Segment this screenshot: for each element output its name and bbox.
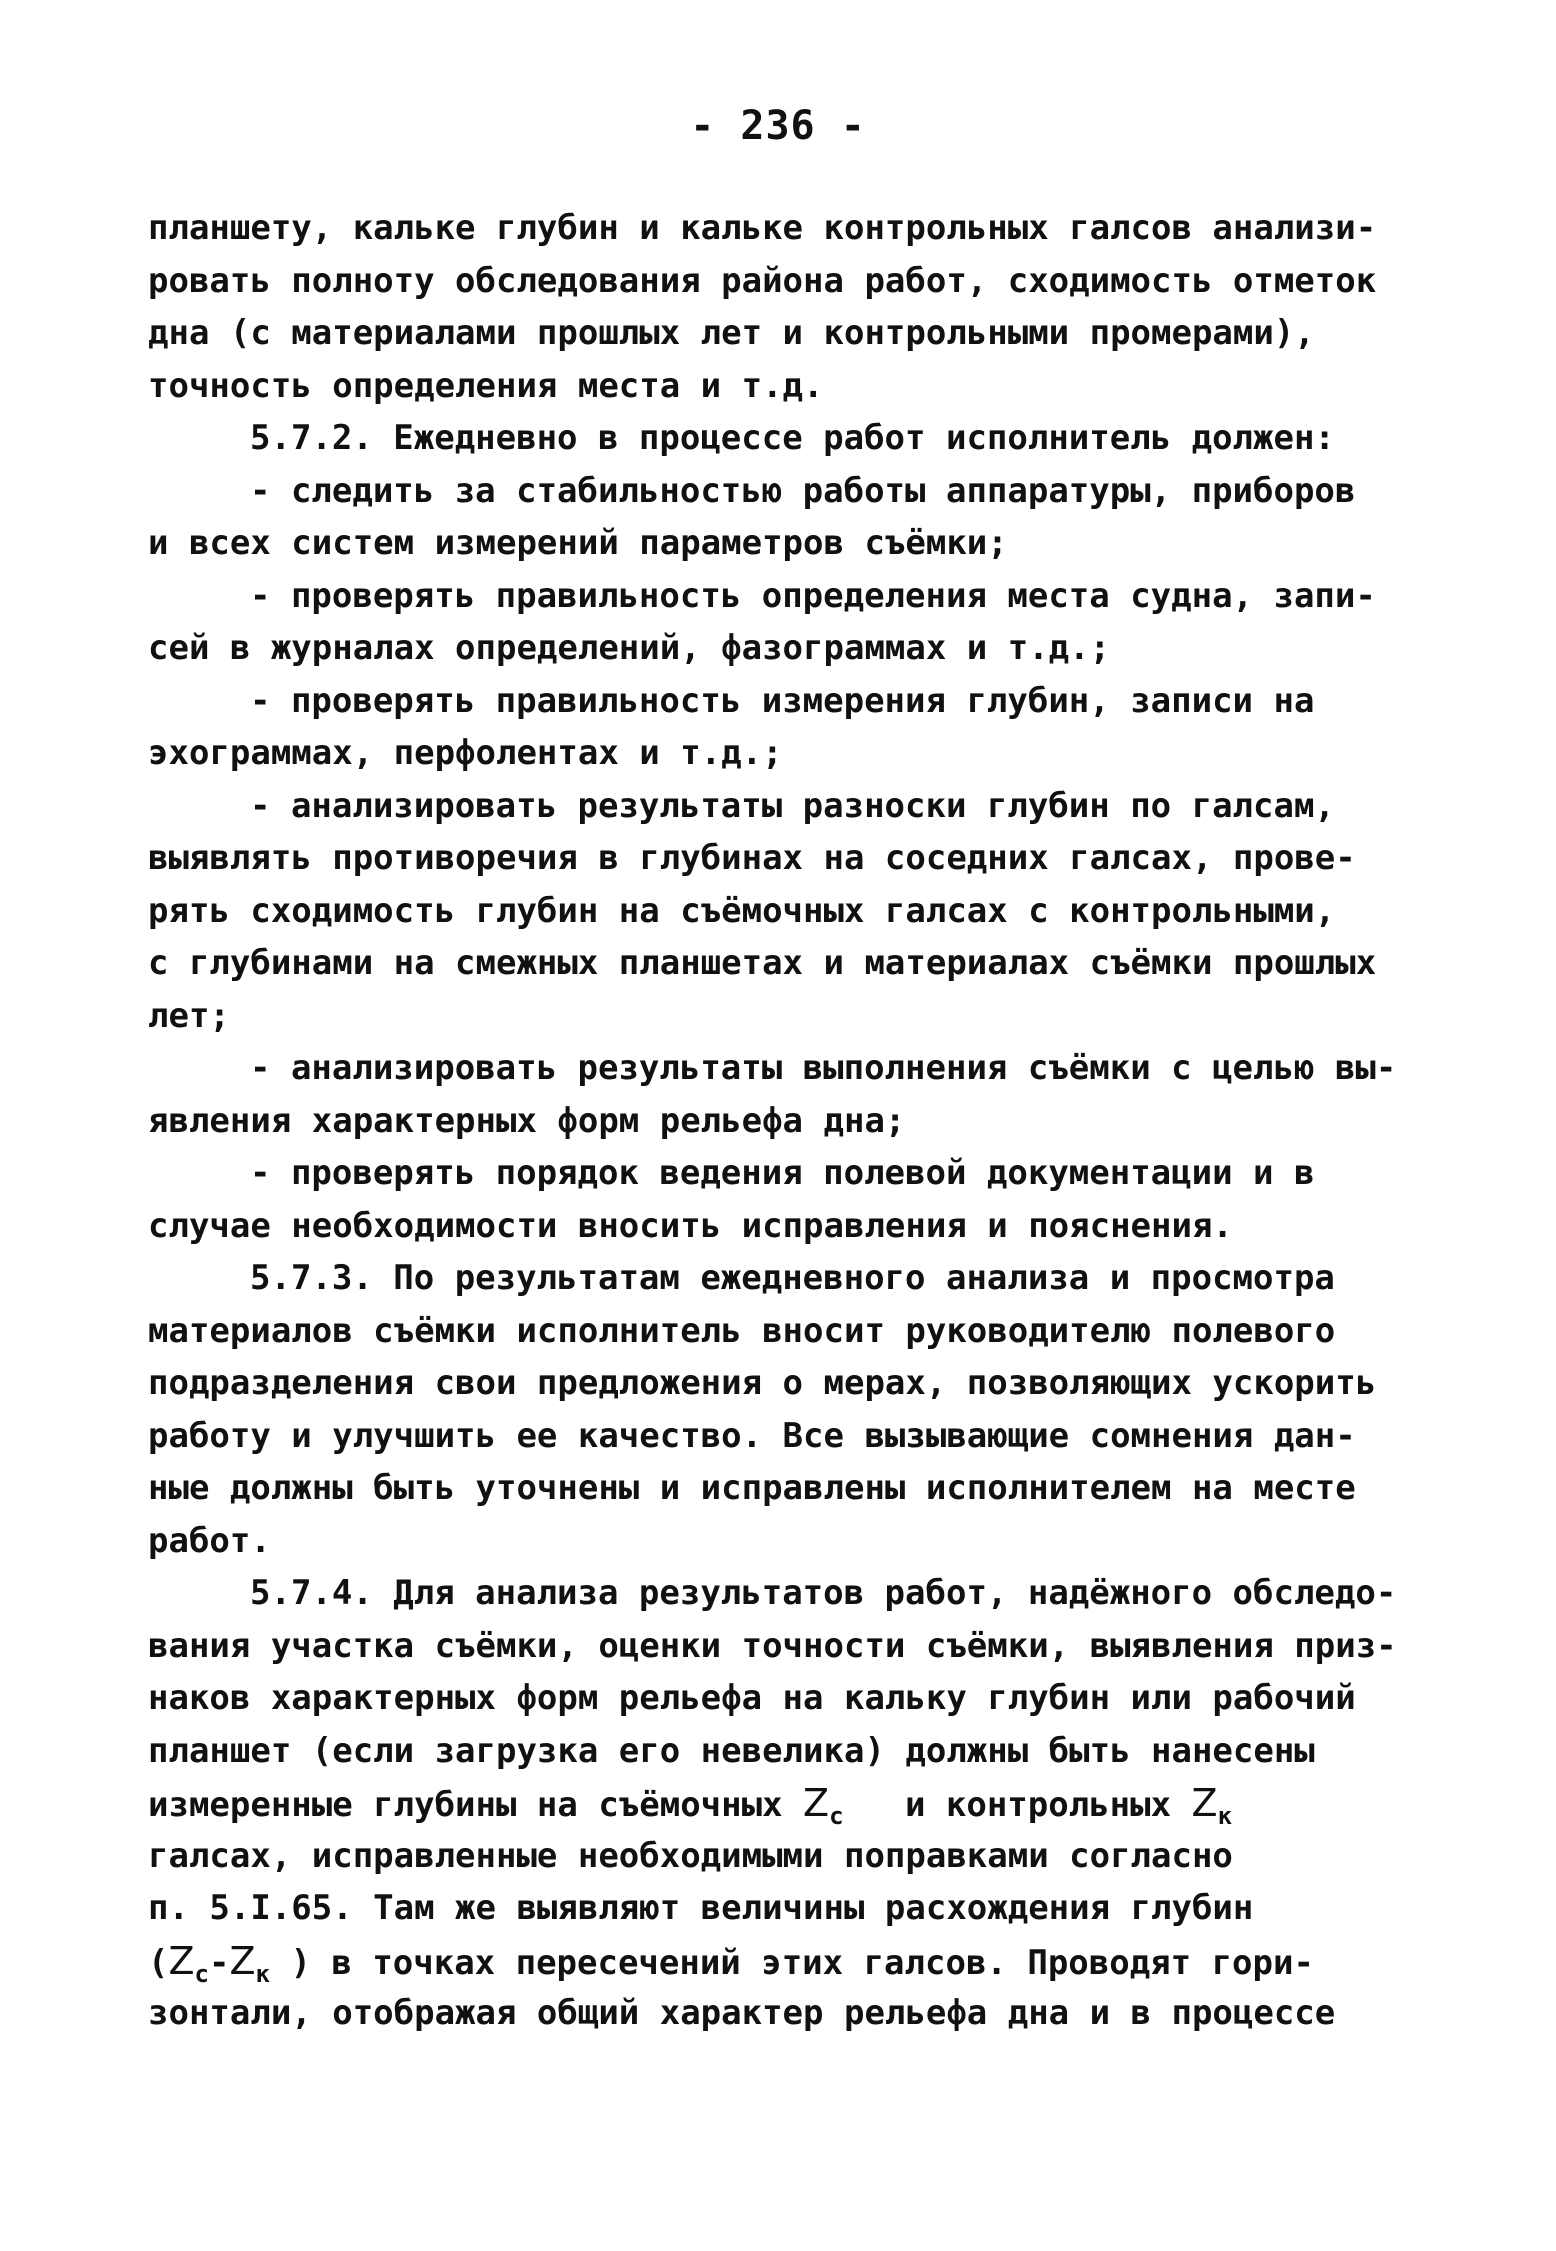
text-line: ные должны быть уточнены и исправлены исполнителем на месте	[148, 1468, 1356, 1508]
open-paren: (	[148, 1942, 169, 1983]
text-line: галсах, исправленные необходимыми поправками согласно	[148, 1835, 1233, 1876]
text-line: точность определения места и т.д.	[148, 365, 824, 406]
text-line: случае необходимости вносить исправления и пояснения.	[148, 1205, 1233, 1246]
text-line: планшет (если загрузка его невелика) должны быть нанесены	[148, 1730, 1315, 1771]
text-line: ровать полноту обследования района работ, сходимость отметок	[148, 260, 1377, 301]
text-line: - анализировать результаты разноски глубин по галсам,	[250, 785, 1335, 826]
formula-line-depths	[148, 1777, 1418, 1830]
text-line: - проверять правильность определения места судна, запи-	[250, 575, 1376, 616]
text-line: наков характерных форм рельефа на кальку глубин или рабочий	[148, 1678, 1356, 1718]
text-line: - следить за стабильностью работы аппаратуры, приборов	[250, 470, 1356, 511]
text-line: явления характерных форм рельефа дна;	[148, 1100, 906, 1141]
text-line: п. 5.I.65. Там же выявляют величины расхождения глубин	[148, 1888, 1254, 1928]
symbol-z: Z	[229, 1938, 256, 1983]
text-run: ) в точках пересечений этих галсов. Проводят гори-	[269, 1942, 1314, 1983]
paragraph-lines-tail	[148, 1830, 1418, 1935]
symbol-z: Z	[803, 1781, 830, 1825]
text-line: сей в журналах определений, фазограммах и т.д.;	[148, 628, 1111, 668]
subscript-k: к	[1217, 1802, 1233, 1830]
text-run: измеренные глубины на съёмочных	[148, 1785, 804, 1825]
text-line: - анализировать результаты выполнения съёмки с целью вы-	[250, 1048, 1397, 1088]
text-line: 5.7.2. Ежедневно в процессе работ исполнитель должен:	[250, 418, 1335, 458]
text-line: с глубинами на смежных планшетах и материалах съёмки прошлых	[148, 943, 1377, 983]
symbol-z: Z	[168, 1938, 195, 1983]
subscript-c: с	[194, 1959, 209, 1988]
text-line: зонтали, отображая общий характер рельефа дна и в процессе	[148, 1993, 1336, 2033]
text-line: 5.7.3. По результатам ежедневного анализа и просмотра	[250, 1258, 1335, 1298]
paragraph-lines	[148, 202, 1418, 1777]
text-line: - проверять порядок ведения полевой документации и в	[250, 1153, 1315, 1193]
text-line: дна (с материалами прошлых лет и контрольными промерами),	[148, 313, 1315, 353]
page-number: - 236 -	[690, 103, 866, 149]
minus-sign: -	[208, 1942, 230, 1983]
text-line: и всех систем измерений параметров съёмки;	[148, 523, 1008, 563]
text-line: планшету, кальке глубин и кальке контрольных галсов анализи-	[148, 208, 1377, 248]
formula-line-difference	[148, 1935, 1418, 1988]
document-body	[148, 202, 1418, 2040]
text-line: рять сходимость глубин на съёмочных галсах с контрольными,	[148, 890, 1336, 931]
text-line: лет;	[148, 995, 230, 1036]
text-line: выявлять противоречия в глубинах на соседних галсах, прове-	[148, 838, 1356, 878]
text-line: подразделения свои предложения о мерах, позволяющих ускорить	[148, 1363, 1377, 1403]
text-line: работу и улучшить ее качество. Все вызывающие сомнения дан-	[148, 1415, 1356, 1456]
subscript-c: с	[829, 1802, 844, 1830]
text-line: работ.	[148, 1520, 271, 1561]
text-line: - проверять правильность измерения глубин, записи на	[250, 680, 1315, 721]
text-line: вания участка съёмки, оценки точности съёмки, выявления приз-	[148, 1625, 1397, 1666]
text-line: эхограммах, перфолентах и т.д.;	[148, 733, 783, 773]
text-line: 5.7.4. Для анализа результатов работ, надёжного обследо-	[250, 1573, 1397, 1613]
symbol-z: Z	[1191, 1781, 1218, 1825]
text-run: и контрольных	[843, 1785, 1192, 1825]
text-line: материалов съёмки исполнитель вносит руководителю полевого	[148, 1310, 1336, 1351]
subscript-k: к	[255, 1959, 270, 1988]
